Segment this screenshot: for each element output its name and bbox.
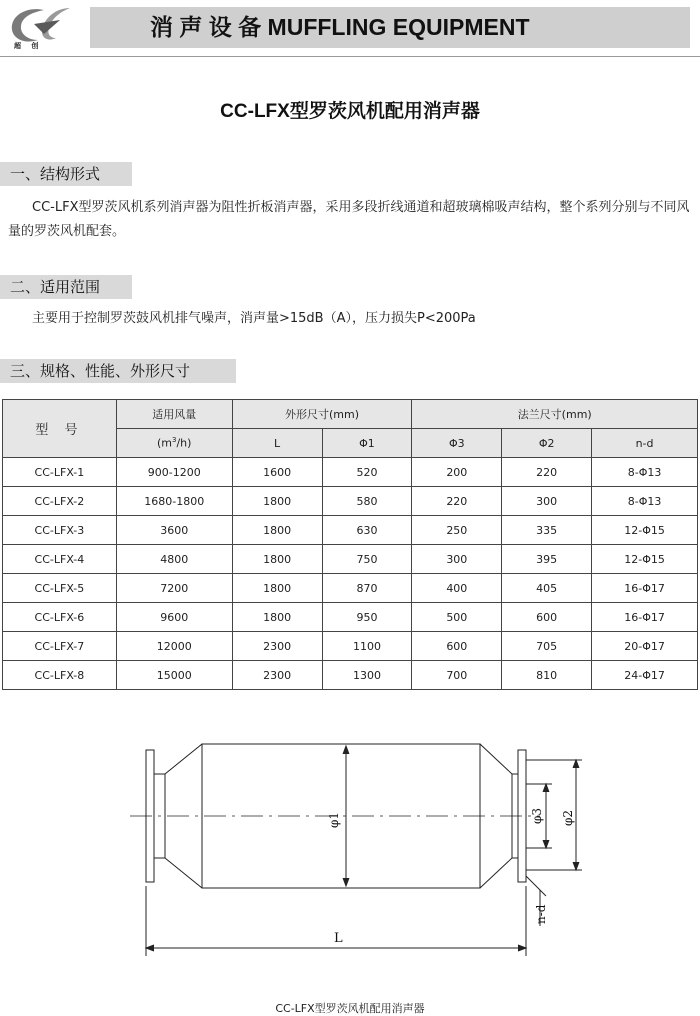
right-cone-bottom (480, 858, 512, 888)
cell-model: CC-LFX-2 (3, 487, 117, 516)
section-heading-scope: 二、适用范围 (0, 275, 132, 299)
cell-phi2: 600 (502, 603, 592, 632)
table-row (3, 545, 698, 574)
cell-phi2: 300 (502, 487, 592, 516)
cell-airflow: 12000 (116, 632, 232, 661)
cell-L: 1800 (232, 603, 322, 632)
section-text-structure: CC-LFX型罗茨风机系列消声器为阻性折板消声器，采用多段折线通道和超玻璃棉吸声结构，整个系列分别与不同风量的罗茨风机配套。 (8, 200, 690, 239)
cell-phi1: 1300 (322, 661, 412, 690)
cell-phi3: 400 (412, 574, 502, 603)
header-divider (0, 56, 700, 57)
cell-nd: 16-Φ17 (592, 574, 698, 603)
header-airflow-unit: $(m^3/h)$ (116, 429, 232, 458)
nd-leader (526, 876, 546, 896)
header-outline: 外形尺寸(mm) (232, 400, 412, 429)
cell-nd: 12-Φ15 (592, 516, 698, 545)
table-row (3, 458, 698, 487)
cell-phi1: 580 (322, 487, 412, 516)
table-row (3, 487, 698, 516)
header-phi3: Φ3 (412, 429, 502, 458)
drawing-caption: CC-LFX型罗茨风机配用消声器 (275, 1002, 425, 1015)
header-nd: n-d (592, 429, 698, 458)
cell-airflow: 4800 (116, 545, 232, 574)
cell-airflow: 7200 (116, 574, 232, 603)
phi1-arrow-top (343, 746, 349, 754)
phi3-arrow-top (543, 784, 549, 792)
cell-model: CC-LFX-6 (3, 603, 117, 632)
cell-airflow: 900-1200 (116, 458, 232, 487)
table-row (3, 661, 698, 690)
cell-L: 2300 (232, 661, 322, 690)
section-heading-specs: 三、规格、性能、外形尺寸 (0, 359, 236, 383)
cell-model: CC-LFX-5 (3, 574, 117, 603)
table-row (3, 516, 698, 545)
cell-phi2: 395 (502, 545, 592, 574)
cell-nd: 8-Φ13 (592, 487, 698, 516)
cell-phi2: 405 (502, 574, 592, 603)
logo-text: 超 创 (14, 42, 43, 50)
cell-phi2: 220 (502, 458, 592, 487)
cell-phi2: 705 (502, 632, 592, 661)
left-cone-top (165, 744, 202, 774)
phi3-label: φ3 (530, 807, 544, 824)
phi2-label: φ2 (561, 809, 575, 826)
cell-L: 1800 (232, 545, 322, 574)
header-L: L (232, 429, 322, 458)
right-cone-top (480, 744, 512, 774)
table-row (3, 632, 698, 661)
left-cone-bottom (165, 858, 202, 888)
phi3-arrow-bottom (543, 840, 549, 848)
header-title: 消 声 设 备 MUFFLING EQUIPMENT (150, 14, 530, 40)
phi1-label: φ1 (327, 811, 341, 828)
cell-phi1: 870 (322, 574, 412, 603)
document-title: CC-LFX型罗茨风机配用消声器 (220, 101, 480, 122)
L-arrow-right (518, 945, 526, 951)
cell-nd: 24-Φ17 (592, 661, 698, 690)
cell-L: 1800 (232, 516, 322, 545)
L-label: L (334, 931, 343, 946)
cell-L: 1800 (232, 487, 322, 516)
cell-model: CC-LFX-1 (3, 458, 117, 487)
cell-phi2: 335 (502, 516, 592, 545)
phi2-arrow-top (573, 760, 579, 768)
cell-phi2: 810 (502, 661, 592, 690)
cell-nd: 20-Φ17 (592, 632, 698, 661)
cell-phi3: 500 (412, 603, 502, 632)
cell-phi1: 950 (322, 603, 412, 632)
cell-phi1: 520 (322, 458, 412, 487)
L-arrow-left (146, 945, 154, 951)
cell-airflow: 3600 (116, 516, 232, 545)
cell-phi3: 600 (412, 632, 502, 661)
table-row (3, 574, 698, 603)
cell-model: CC-LFX-4 (3, 545, 117, 574)
cell-model: CC-LFX-7 (3, 632, 117, 661)
header-phi2: Φ2 (502, 429, 592, 458)
cell-phi3: 300 (412, 545, 502, 574)
cell-airflow: 15000 (116, 661, 232, 690)
cell-nd: 16-Φ17 (592, 603, 698, 632)
nd-label: n-d (534, 904, 548, 924)
muffler-drawing (0, 720, 700, 970)
cell-phi3: 220 (412, 487, 502, 516)
cell-phi1: 1100 (322, 632, 412, 661)
cell-phi1: 630 (322, 516, 412, 545)
cell-phi1: 750 (322, 545, 412, 574)
cell-L: 2300 (232, 632, 322, 661)
header-model: 型 号 (3, 400, 117, 458)
section-heading-structure: 一、结构形式 (0, 162, 132, 186)
cell-model: CC-LFX-8 (3, 661, 117, 690)
cell-nd: 12-Φ15 (592, 545, 698, 574)
header-flange: 法兰尺寸(mm) (412, 400, 698, 429)
phi2-arrow-bottom (573, 862, 579, 870)
header-airflow: 适用风量 (116, 400, 232, 429)
cell-phi3: 700 (412, 661, 502, 690)
table-row (3, 603, 698, 632)
spec-table (2, 399, 698, 690)
cell-phi3: 200 (412, 458, 502, 487)
cell-L: 1600 (232, 458, 322, 487)
cell-airflow: 9600 (116, 603, 232, 632)
phi1-arrow-bottom (343, 878, 349, 886)
header-phi1: Φ1 (322, 429, 412, 458)
cell-model: CC-LFX-3 (3, 516, 117, 545)
cell-nd: 8-Φ13 (592, 458, 698, 487)
section-text-scope: 主要用于控制罗茨鼓风机排气噪声，消声量>15dB（A），压力损失P<200Pa (32, 311, 476, 326)
cell-airflow: 1680-1800 (116, 487, 232, 516)
cell-phi3: 250 (412, 516, 502, 545)
cell-L: 1800 (232, 574, 322, 603)
